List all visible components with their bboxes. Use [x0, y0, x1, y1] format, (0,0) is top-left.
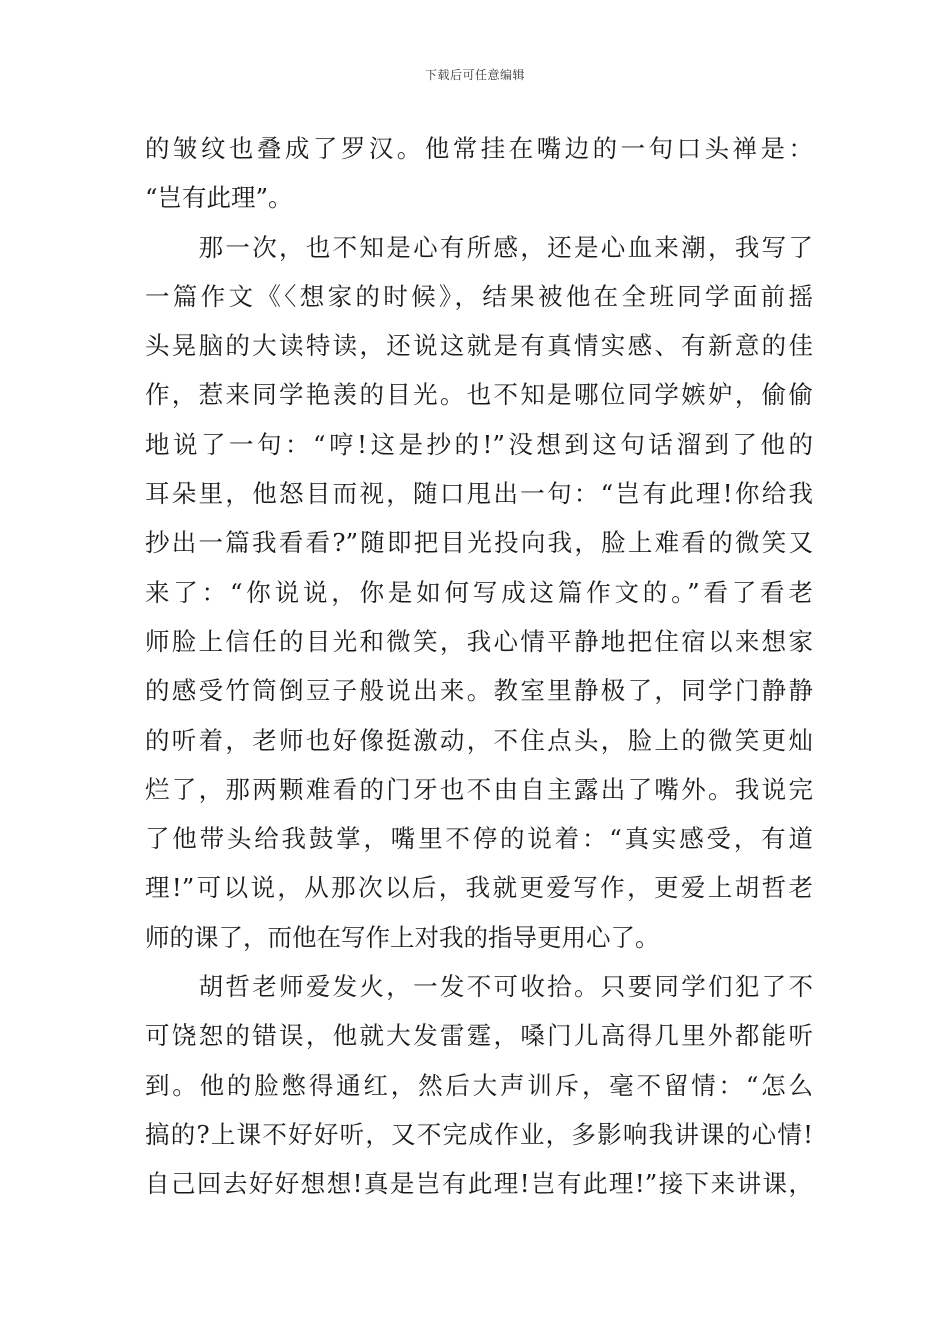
text-line: 抄出一篇我看看?”随即把目光投向我，脸上难看的微笑又	[145, 528, 813, 558]
text-line: 自己回去好好想想!真是岂有此理!岂有此理!”接下来讲课，	[145, 1169, 813, 1199]
text-line: 地说了一句：“哼!这是抄的!”没想到这句话溜到了他的	[145, 429, 813, 459]
text-line: 师脸上信任的目光和微笑，我心情平静地把住宿以来想家	[145, 626, 813, 656]
text-line: 来了：“你说说，你是如何写成这篇作文的。”看了看老	[145, 577, 813, 607]
text-line: 理!”可以说，从那次以后，我就更爱写作，更爱上胡哲老	[145, 873, 813, 903]
text-line: 一篇作文《〈想家的时候》，结果被他在全班同学面前摇	[145, 281, 813, 311]
text-line: 烂了，那两颗难看的门牙也不由自主露出了嘴外。我说完	[145, 774, 813, 804]
text-line: 了他带头给我鼓掌，嘴里不停的说着：“真实感受，有道	[145, 824, 813, 854]
text-line: 师的课了，而他在写作上对我的指导更用心了。	[145, 922, 660, 952]
text-line: 的感受竹筒倒豆子般说出来。教室里静极了，同学门静静	[145, 676, 813, 706]
text-line: 搞的?上课不好好听，又不完成作业，多影响我讲课的心情!	[145, 1119, 813, 1149]
text-line: 那一次，也不知是心有所感，还是心血来潮，我写了	[145, 232, 813, 262]
text-line: 的听着，老师也好像挺激动，不住点头，脸上的微笑更灿	[145, 725, 813, 755]
text-line: 到。他的脸憋得通红，然后大声训斥，毫不留情：“怎么	[145, 1070, 813, 1100]
text-line: 可饶恕的错误，他就大发雷霆，嗓门儿高得几里外都能听	[145, 1021, 813, 1051]
text-line: 胡哲老师爱发火，一发不可收拾。只要同学们犯了不	[145, 972, 813, 1002]
text-line: 头晃脑的大读特读，还说这就是有真情实感、有新意的佳	[145, 331, 813, 361]
text-line: 作，惹来同学艳羡的目光。也不知是哪位同学嫉妒，偷偷	[145, 380, 813, 410]
document-body	[145, 124, 813, 1209]
page-header: 下载后可任意编辑	[424, 68, 525, 82]
text-line: 的皱纹也叠成了罗汉。他常挂在嘴边的一句口头禅是：	[145, 134, 813, 163]
text-line: “岂有此理”。	[145, 183, 293, 213]
text-line: 耳朵里，他怒目而视，随口甩出一句：“岂有此理!你给我	[145, 479, 813, 509]
